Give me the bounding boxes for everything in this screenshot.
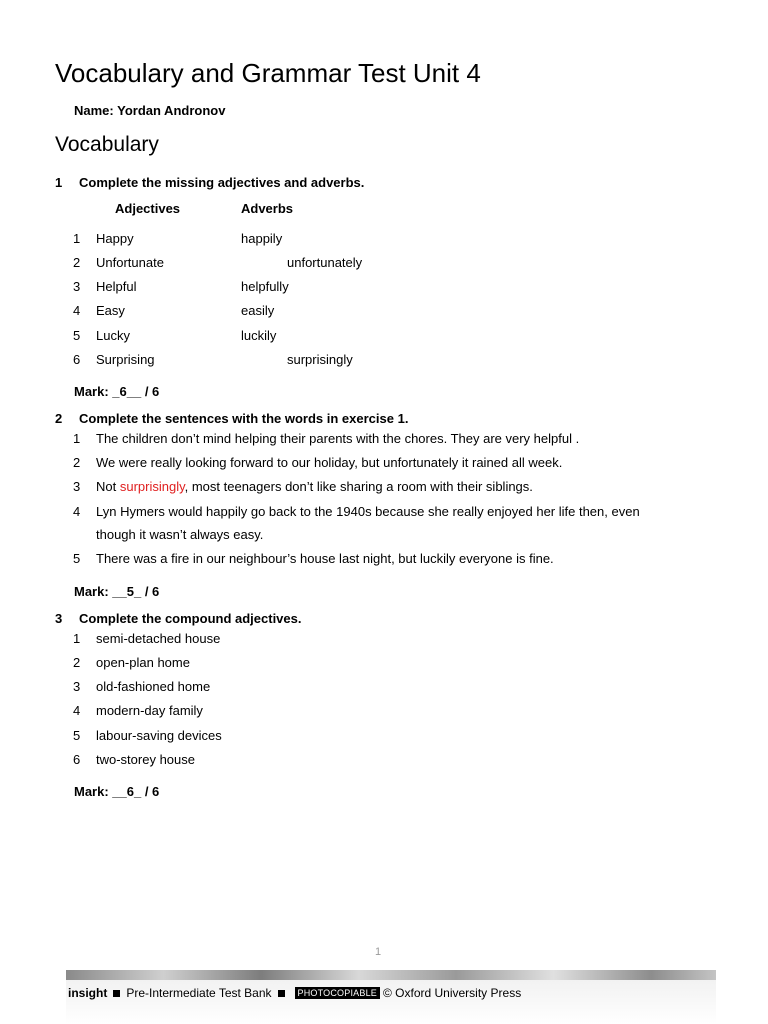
item-text: labour-saving devices [96,728,222,743]
item-text: modern-day family [96,703,203,718]
adjective-cell: Surprising [96,352,155,367]
q2-mark: Mark: __5_ / 6 [74,584,160,599]
q1-mark: Mark: _6__ / 6 [74,384,160,399]
table-row [73,303,473,319]
square-bullet-icon [278,990,285,997]
row-number: 5 [73,328,81,343]
footer [68,986,521,1000]
student-name: Name: Yordan Andronov [74,103,226,118]
list-item [73,455,713,471]
adverb-cell: easily [241,303,275,318]
item-number: 5 [73,728,81,743]
adverb-cell: happily [241,231,283,246]
q3-number: 3 [55,611,63,626]
item-text: Lyn Hymers would happily go back to the 1940s because she really enjoyed her life then, even [96,504,640,519]
section-heading: Vocabulary [55,133,159,156]
footer-brand: insight [68,986,108,1000]
list-item [73,479,713,495]
adjective-cell: Lucky [96,328,130,343]
adjective-cell: Easy [96,303,125,318]
item-text: old-fashioned home [96,679,211,694]
adjective-cell: Happy [96,231,134,246]
footer-publisher: © Oxford University Press [382,986,522,1000]
q2-instruction: Complete the sentences with the words in exercise 1. [79,411,409,426]
q2-heading [55,411,408,426]
item-number: 3 [73,479,81,494]
table-row [73,255,473,271]
item-text: semi-detached house [96,631,221,646]
adverb-cell: helpfully [241,279,289,294]
item-number: 1 [73,631,81,646]
list-item [73,431,713,447]
q2-number: 2 [55,411,63,426]
q1-instruction: Complete the missing adjectives and adverbs. [79,175,365,190]
adverb-cell: luckily [241,328,277,343]
item-number: 4 [73,504,81,519]
q3-mark: Mark: __6_ / 6 [74,784,160,799]
list-item [73,655,473,671]
item-number: 2 [73,655,81,670]
row-number: 3 [73,279,81,294]
list-item [73,551,713,567]
list-item [73,631,473,647]
item-text: The children don’t mind helping their parents with the chores. They are very helpful . [96,431,580,446]
footer-image-band [66,970,716,980]
q1-number: 1 [55,175,63,190]
adverb-cell: surprisingly [287,352,353,367]
list-item [73,679,473,695]
col-adjectives-header: Adjectives [115,201,181,216]
adjective-cell: Helpful [96,279,137,294]
table-row [73,352,473,368]
table-row [73,328,473,344]
item-text-pre: Not [96,479,120,494]
item-text: open-plan home [96,655,190,670]
list-item [73,504,713,520]
q1-heading [55,175,364,190]
list-item [73,752,473,768]
table-row [73,279,473,295]
footer-series: Pre-Intermediate Test Bank [126,986,272,1000]
adverb-cell: unfortunately [287,255,363,270]
row-number: 2 [73,255,81,270]
item-number: 2 [73,455,81,470]
item-text-continued: though it wasn’t always easy. [96,527,264,542]
list-item [73,703,473,719]
item-number: 5 [73,551,81,566]
page-number: 1 [375,946,382,958]
table-row [73,231,473,247]
item-text: two-storey house [96,752,195,767]
page-title: Vocabulary and Grammar Test Unit 4 [55,58,481,88]
item-text [96,479,533,494]
item-text: There was a fire in our neighbour’s house last night, but luckily everyone is fine. [96,551,554,566]
highlighted-answer: surprisingly [119,479,185,494]
item-number: 3 [73,679,81,694]
row-number: 6 [73,352,81,367]
item-number: 6 [73,752,81,767]
item-number: 4 [73,703,81,718]
col-adverbs-header: Adverbs [241,201,294,216]
item-number: 1 [73,431,81,446]
q3-instruction: Complete the compound adjectives. [79,611,302,626]
photocopiable-badge: PHOTOCOPIABLE [295,987,380,999]
row-number: 4 [73,303,81,318]
row-number: 1 [73,231,81,246]
item-text-post: , most teenagers don’t like sharing a room with their siblings. [184,479,533,494]
item-text: We were really looking forward to our holiday, but unfortunately it rained all week. [96,455,563,470]
list-item [73,728,473,744]
q3-heading [55,611,302,626]
square-bullet-icon [113,990,120,997]
adjective-cell: Unfortunate [96,255,164,270]
